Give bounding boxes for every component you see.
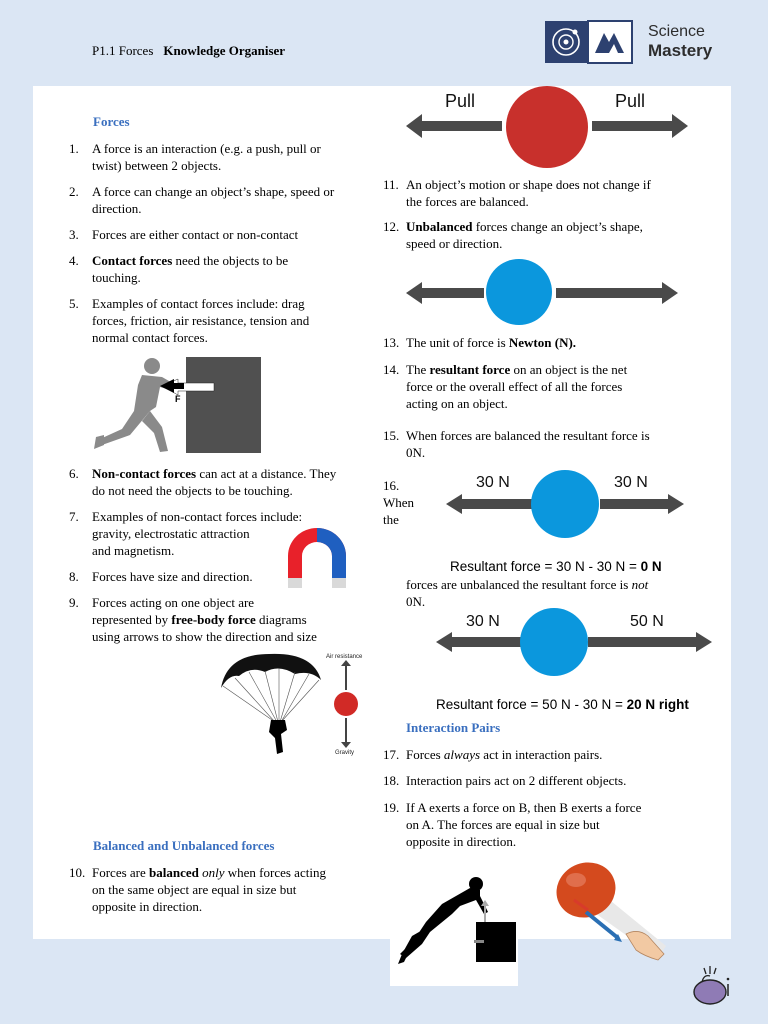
brand-line1: Science xyxy=(648,23,705,40)
pushing-person-illustration xyxy=(90,355,265,455)
right-arrow-icon xyxy=(600,494,684,514)
pull-right-label: Pull xyxy=(615,91,646,111)
list-item-16-continued: forces are unbalanced the resultant force is not 0N. xyxy=(406,577,649,609)
left-arrow-icon xyxy=(436,632,522,652)
object-icon xyxy=(520,608,588,676)
pull-left-label: Pull xyxy=(445,91,476,111)
resultant-equation-2: Resultant force = 50 N - 30 N = 20 N right xyxy=(436,697,689,712)
force-label: F xyxy=(175,394,181,404)
brand-logo xyxy=(544,20,744,66)
section-heading-interaction: Interaction Pairs xyxy=(406,720,501,735)
left-arrow-icon xyxy=(406,282,484,304)
push-pair-illustration xyxy=(390,874,518,986)
box-icon xyxy=(186,357,261,453)
left-arrow-icon xyxy=(406,114,502,138)
air-resistance-label: Air resistance xyxy=(326,654,363,660)
section-heading-forces: Forces xyxy=(93,114,130,129)
left-force-label: 30 N xyxy=(476,474,510,491)
parachute-illustration xyxy=(215,650,375,758)
gravity-label: Gravity xyxy=(335,750,355,756)
balloon-interaction-illustration xyxy=(548,858,670,970)
bomb-doodle-icon xyxy=(688,962,734,1006)
page-title xyxy=(92,43,285,59)
balanced-forces-diagram xyxy=(440,466,690,544)
object-icon xyxy=(486,259,552,325)
skydiver-icon xyxy=(269,720,287,754)
right-arrow-icon xyxy=(592,114,688,138)
object-icon xyxy=(506,86,588,168)
science-mastery-logo-icon xyxy=(544,20,634,66)
right-force-label: 50 N xyxy=(630,613,664,630)
pull-diagram xyxy=(400,84,700,170)
page-code: P1.1 Forces xyxy=(92,43,154,58)
brand-line2: Mastery xyxy=(648,41,713,60)
magnet-icon xyxy=(284,526,350,594)
parachute-canopy-icon xyxy=(221,654,321,688)
resultant-equation-1: Resultant force = 30 N - 30 N = 0 N xyxy=(450,559,662,574)
list-item-16: 16. When the xyxy=(383,478,415,527)
person-icon xyxy=(94,358,176,452)
right-arrow-icon xyxy=(556,282,678,304)
unbalanced-forces-diagram xyxy=(430,606,720,686)
left-arrow-icon xyxy=(446,494,532,514)
left-force-label: 30 N xyxy=(466,613,500,630)
free-body-object-icon xyxy=(334,692,358,716)
object-icon xyxy=(531,470,599,538)
unbalanced-diagram xyxy=(400,258,690,328)
section-heading-balanced: Balanced and Unbalanced forces xyxy=(93,838,275,853)
right-arrow-icon xyxy=(588,632,712,652)
page-heading: Knowledge Organiser xyxy=(163,43,286,58)
right-force-label: 30 N xyxy=(614,474,648,491)
